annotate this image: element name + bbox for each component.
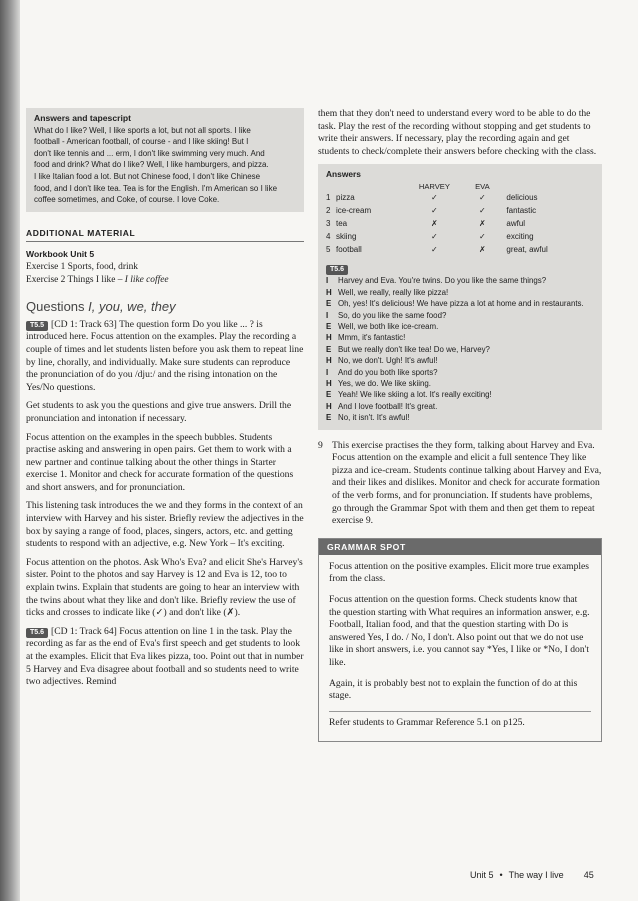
tapescript-line: don't like tennis and ... erm, I don't like swimming very much. And <box>34 148 265 158</box>
dialogue-line: H And I love football! It's great. <box>326 401 438 411</box>
right-column <box>318 108 602 742</box>
table-row: 5 football ✓ ✗ great, awful <box>326 244 548 254</box>
dialogue-line: E Yeah! We like skiing a lot. It's really exciting! <box>326 390 492 400</box>
footer-title: The way I live <box>508 870 564 880</box>
tapescript-line: What do I like? Well, I like sports a lot, but not all sports. I like <box>34 125 251 135</box>
workbook-title: Workbook Unit 5 <box>26 248 95 259</box>
book-spine-shadow <box>0 0 20 901</box>
dialogue-line: E No, it isn't. It's awful! <box>326 413 410 423</box>
grammar-spot-para: Focus attention on the question forms. Check students know that the question starting with What requires an information answer, e.g. Football, Italian food, and that the question starting with Do is answered Yes, I do. / No, I don't. Also point out that we do not use like in short answers, i.e. you cannot say *Yes, I like or *No, I don't like. <box>329 593 590 668</box>
tapescript-line: coffee sometimes, and Coke, of course. I love Coke. <box>34 195 220 205</box>
grammar-spot-para: Again, it is probably best not to explain the function of do at this stage. <box>329 677 578 702</box>
table-row: 1 pizza ✓ ✓ delicious <box>326 193 538 203</box>
para-6: T5.6 [CD 1: Track 64] Focus attention on line 1 in the task. Play the recording as far as the end of Eva's first speech and get students to look at the examples. Elicit that Eva likes pizza, too. Point out that in number 5 Harvey and Eva disagree about football and so students need to write two adjectives. Remind <box>26 625 304 688</box>
dialogue-line: I Harvey and Eva. You're twins. Do you like the same things? <box>326 276 547 286</box>
page-footer <box>470 870 594 880</box>
dialogue-line: I So, do you like the same food? <box>326 310 447 320</box>
exercise-9-text: This exercise practises the they form, talking about Harvey and Eva. Focus attention on the example and elicit a full sentence They like pizza and ice-cream. Students continue talking about Harvey and Eva, and their likes and dislikes. Monitor and check for accurate formation of the verb forms, and for pronunciation. If students have problems, go through the Grammar Spot with them and then get them to repeat exercise 9. <box>332 439 602 527</box>
workbook-block <box>26 248 304 287</box>
section-title: Questions I, you, we, they <box>26 298 176 314</box>
grammar-reference: Refer students to Grammar Reference 5.1 on p125. <box>329 711 591 730</box>
para-2: Get students to ask you the questions and give true answers. Drill the pronunciation and intonation if necessary. <box>26 400 292 424</box>
dialogue-line: H Well, we really, really like pizza! <box>326 287 449 297</box>
tapescript-line: football - American football, of course - and I like skiing! But I <box>34 137 249 147</box>
answers-table <box>326 181 594 256</box>
page-number: 45 <box>583 870 594 880</box>
table-row: 3 tea ✗ ✗ awful <box>326 218 526 228</box>
col-harvey: HARVEY <box>418 182 450 192</box>
dialogue-line: H Mmm, it's fantastic! <box>326 333 406 343</box>
dialogue-line: E Oh, yes! It's delicious! We have pizza a lot at home and in restaurants. <box>326 299 584 309</box>
grammar-spot-heading: GRAMMAR SPOT <box>319 539 601 555</box>
tapescript-line: food, and I don't like tea. Tea is for the English. I'm American so I like <box>34 183 278 193</box>
track-badge: T5.5 <box>26 321 48 331</box>
tapescript-t56 <box>326 264 594 423</box>
dialogue-line: H Yes, we do. We like skiing. <box>326 379 431 389</box>
table-row: 4 skiing ✓ ✓ exciting <box>326 231 534 241</box>
col-eva: EVA <box>475 182 490 192</box>
dialogue-line: E But we really don't like tea! Do we, Harvey? <box>326 344 490 354</box>
answers-heading: Answers <box>326 169 361 180</box>
dialogue-line: E Well, we both like ice-cream. <box>326 321 439 331</box>
exercise-number: 9 <box>318 439 323 451</box>
answers-box <box>318 164 602 429</box>
para-5: Focus attention on the photos. Ask Who's Eva? and elicit She's Harvey's sister. Point to the photos and say Harvey is 12 and Eva is 12, too to explain twins. Explain that students are going to hear an interview with the twins about what they like and don't like. Briefly review the use of ticks and crosses to indicate like (✓) and don't like (✗). <box>26 556 303 619</box>
workbook-ex1: Exercise 1 Sports, food, drink <box>26 261 138 272</box>
para-1: T5.5 [CD 1: Track 63] The question form Do you like ... ? is introduced here. Focus attention on the examples. Play the recording a couple of times and let students listen before you ask them to repeat line by line, chorally, and individually. Make sure students can reproduce the pronunciation of do you /dju:/ and the rising intonation on the Yes/No questions. <box>26 318 304 393</box>
tapescript-line: I like Italian food a lot. But not Chinese food, I don't like Chinese <box>34 171 261 181</box>
footer-separator: • <box>499 870 503 880</box>
additional-material-heading: ADDITIONAL MATERIAL <box>26 228 304 242</box>
table-row: 2 ice-cream ✓ ✓ fantastic <box>326 206 537 216</box>
dialogue-line: H No, we don't. Ugh! It's awful! <box>326 356 438 366</box>
tapescript-line: food and drink? What do I like? Well, I like hamburgers, and pizza. <box>34 160 269 170</box>
workbook-ex2: Exercise 2 Things I like – I like coffee <box>26 274 169 285</box>
tapescript-title: Answers and tapescript <box>34 113 131 123</box>
footer-unit: Unit 5 <box>470 870 494 880</box>
grammar-spot-box <box>318 538 602 743</box>
track-badge: T5.6 <box>26 628 48 638</box>
continued-paragraph: them that they don't need to understand every word to be able to do the task. Play the rest of the recording without stopping and get students to write their answers. If necessary, play the recording again and get students to check/complete their answers before checking with the class. <box>318 108 597 157</box>
dialogue-line: I And do you both like sports? <box>326 367 438 377</box>
grammar-spot-para: Focus attention on the positive examples. Elicit more true examples from the class. <box>329 560 590 585</box>
tapescript-box <box>26 108 304 212</box>
exercise-9 <box>318 440 602 528</box>
para-4: This listening task introduces the we and they forms in the context of an interview with Harvey and his sister. Briefly review the adjectives in the box by saying a range of food, places, singers, actors, etc. and getting students to respond with an adjective, e.g. New York – It's exciting. <box>26 500 304 550</box>
left-column <box>26 108 304 695</box>
para-3: Focus attention on the examples in the speech bubbles. Students practise asking and answering in open pairs. Get them to work with a new partner and continue talking about the other things in Starter exercise 1. Monitor and check for accurate formation of the questions and short answers, and for pronunciation. <box>26 431 294 493</box>
track-badge: T5.6 <box>326 265 348 275</box>
